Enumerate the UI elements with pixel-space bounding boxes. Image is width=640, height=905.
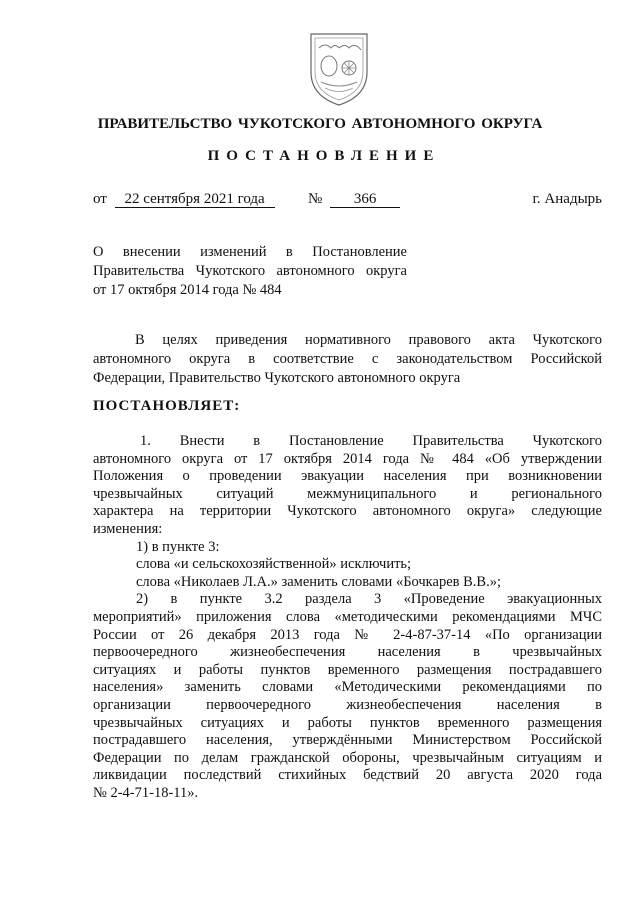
subject-line: от 17 октября 2014 года № 484: [93, 282, 282, 298]
date-prefix: от: [93, 191, 107, 207]
body-line: 2) в пункте 3.2 раздела 3 «Проведение эвакуационных: [136, 591, 602, 608]
subject-line: Правительства Чукотского автономного округа: [93, 263, 407, 279]
body-line: населения» заменить словами «Методическими рекомендациями по: [93, 679, 602, 696]
body-line: слова «Николаев Л.А.» заменить словами «Бочкарев В.В.»;: [136, 573, 501, 590]
number-block: [308, 191, 400, 208]
document-subject: [93, 243, 407, 300]
body-line: автономного округа от 17 октября 2014 года № 484 «Об утверждении: [93, 450, 602, 467]
body-line: № 2-4-71-18-11».: [93, 784, 199, 801]
body-line: Федерации по делам гражданской обороны, чрезвычайным ситуациям и: [93, 749, 602, 766]
number-prefix: №: [308, 191, 323, 207]
body-line: 1. Внести в Постановление Правительства Чукотского: [140, 433, 602, 449]
subject-line: О внесении изменений в Постановление: [93, 244, 407, 260]
body-line: пострадавшего населения, утверждёнными Министерством Российской: [93, 732, 602, 749]
body-line: чрезвычайных ситуаций межмуниципального и регионального: [93, 485, 602, 502]
resolves-heading: ПОСТАНОВЛЯЕТ:: [93, 398, 241, 414]
body-line: Положения о проведении эвакуации населения при возникновении: [93, 468, 602, 485]
body-line: изменения:: [93, 520, 163, 537]
number-value: 366: [330, 191, 400, 208]
coat-of-arms-emblem-icon: [305, 28, 373, 108]
date-block: [93, 191, 275, 208]
body-line: 1) в пункте 3:: [136, 538, 220, 555]
preamble-line: В целях приведения нормативного правового акта Чукотского: [135, 332, 602, 348]
body-line: мероприятий» приложения слова «методическими рекомендациями МЧС: [93, 608, 602, 625]
body-line: чрезвычайных ситуациях и работы пунктов временного размещения: [93, 714, 602, 731]
body-line: России от 26 декабря 2013 года № 2-4-87-37-14 «По организации: [93, 626, 602, 643]
government-title: ПРАВИТЕЛЬСТВО ЧУКОТСКОГО АВТОНОМНОГО ОКРУГА: [97, 116, 543, 132]
body-line: ситуациях и работы пунктов временного размещения пострадавшего: [93, 661, 602, 678]
body-line: характера на территории Чукотского автономного округа» следующие: [93, 503, 602, 520]
body-line: организации первоочередного жизнеобеспечения населения в: [93, 696, 602, 713]
document-body: [93, 433, 602, 802]
body-line: первоочередного жизнеобеспечения населения в чрезвычайных: [93, 644, 602, 661]
body-line: слова «и сельскохозяйственной» исключить;: [136, 556, 412, 573]
document-type-title: ПОСТАНОВЛЕНИЕ: [207, 148, 441, 164]
body-line: ликвидации последствий стихийных бедствий 20 августа 2020 года: [93, 767, 602, 784]
preamble: [93, 331, 602, 388]
city: г. Анадырь: [532, 191, 602, 207]
date-value: 22 сентября 2021 года: [115, 191, 275, 208]
preamble-line: автономного округа в соответствие с законодательством Российской: [93, 351, 602, 367]
preamble-line: Федерации, Правительство Чукотского автономного округа: [93, 370, 461, 386]
